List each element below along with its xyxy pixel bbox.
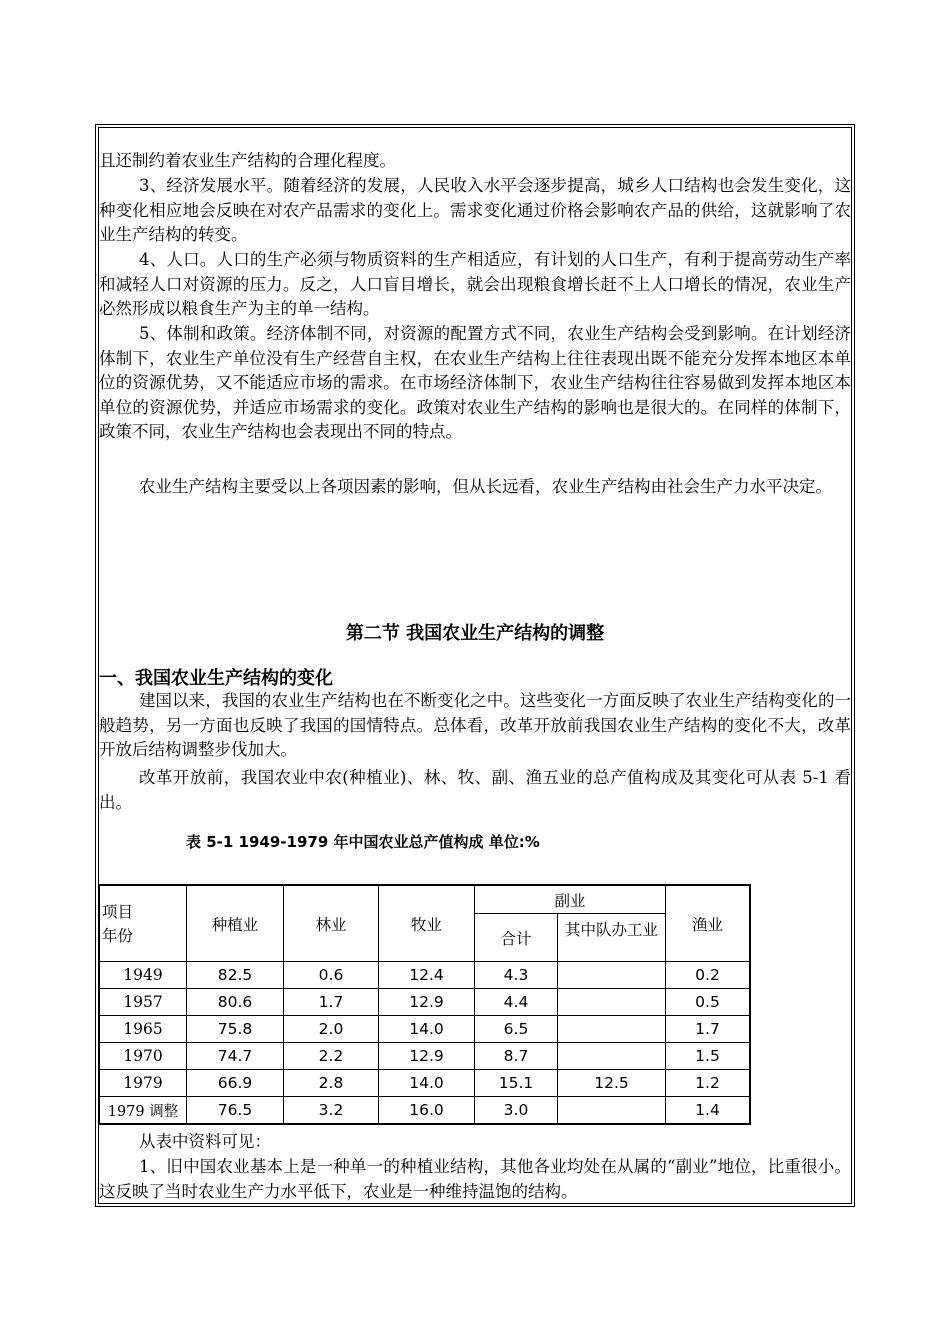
cell-forestry: 2.2: [284, 1043, 379, 1070]
cell-sideline-total: 3.0: [475, 1097, 558, 1124]
cell-sideline-team: [558, 989, 666, 1016]
table-row: [100, 989, 750, 1016]
cell-forestry: 3.2: [284, 1097, 379, 1124]
table-row: [100, 962, 750, 989]
cell-livestock: 12.4: [379, 962, 475, 989]
cell-sideline-team: [558, 1097, 666, 1124]
paragraph-summary: 农业生产结构主要受以上各项因素的影响，但从长远看，农业生产结构由社会生产力水平决定。: [139, 477, 832, 496]
cell-year: 1965: [100, 1016, 187, 1043]
paragraph-observations-intro: 从表中资料可见：: [139, 1132, 271, 1151]
cell-year: 1970: [100, 1043, 187, 1070]
section-title: 第二节 我国农业生产结构的调整: [345, 623, 605, 644]
cell-fishery: 1.5: [666, 1043, 750, 1070]
table-row: [100, 1097, 750, 1124]
table-body: [100, 962, 750, 1124]
header-livestock: 牧业: [379, 886, 475, 962]
cell-crop: 82.5: [187, 962, 284, 989]
paragraph-table-intro: 改革开放前，我国农业中农(种植业)、林、牧、副、渔五业的总产值构成及其变化可从表 5-1 看出。: [99, 768, 851, 812]
table-header-row: [100, 886, 750, 914]
cell-forestry: 1.7: [284, 989, 379, 1016]
cell-fishery: 1.4: [666, 1097, 750, 1124]
subsection-title: 一、我国农业生产结构的变化: [99, 668, 333, 689]
cell-sideline-team: [558, 1043, 666, 1070]
header-year-label: 年份: [102, 926, 134, 945]
paragraph-policy: 5、体制和政策。经济体制不同，对资源的配置方式不同，农业生产结构会受到影响。在计划经济体制下，农业生产单位没有生产经营自主权，在农业生产结构上往往表现出既不能充分发挥本地区本单位的资源优势，又不能适应市场的需求。在市场经济体制下，农业生产结构往往容易做到发挥本地区本单位的资源优势，并适应市场需求的变化。政策对农业生产结构的影响也是很大的。在同样的体制下，政策不同，农业生产结构也会表现出不同的特点。: [99, 324, 851, 441]
cell-sideline-total: 8.7: [475, 1043, 558, 1070]
cell-year: 1949: [100, 962, 187, 989]
output-composition-table: [99, 885, 750, 1124]
header-item-label: 项目: [102, 902, 134, 921]
cell-crop: 80.6: [187, 989, 284, 1016]
cell-year: 1979 调整: [100, 1097, 187, 1124]
cell-forestry: 2.8: [284, 1070, 379, 1097]
cell-sideline-team: [558, 962, 666, 989]
cell-crop: 66.9: [187, 1070, 284, 1097]
paragraph-observation-1: 1、旧中国农业基本上是一种单一的种植业结构，其他各业均处在从属的“副业”地位，比重很小。这反映了当时农业生产力水平低下，农业是一种维持温饱的结构。: [99, 1157, 851, 1201]
cell-crop: 75.8: [187, 1016, 284, 1043]
header-sideline: 副业: [475, 886, 666, 914]
cell-fishery: 0.5: [666, 989, 750, 1016]
header-fishery: 渔业: [666, 886, 750, 962]
paragraph-economy: 3、经济发展水平。随着经济的发展，人民收入水平会逐步提高，城乡人口结构也会发生变化，这种变化相应地会反映在对农产品需求的变化上。需求变化通过价格会影响农产品的供给，这就影响了农业生产结构的转变。: [99, 176, 851, 244]
header-forestry: 林业: [284, 886, 379, 962]
cell-fishery: 0.2: [666, 962, 750, 989]
table-row: [100, 1016, 750, 1043]
paragraph-history: 建国以来，我国的农业生产结构也在不断变化之中。这些变化一方面反映了农业生产结构变化的一般趋势，另一方面也反映了我国的国情特点。总体看，改革开放前我国农业生产结构的变化不大，改革开放后结构调整步伐加大。: [99, 691, 851, 759]
cell-year: 1957: [100, 989, 187, 1016]
table-row: [100, 1070, 750, 1097]
cell-livestock: 16.0: [379, 1097, 475, 1124]
cell-sideline-total: 4.3: [475, 962, 558, 989]
header-crop: 种植业: [187, 886, 284, 962]
cell-crop: 74.7: [187, 1043, 284, 1070]
cell-sideline-total: 6.5: [475, 1016, 558, 1043]
cell-fishery: 1.2: [666, 1070, 750, 1097]
cell-livestock: 12.9: [379, 1043, 475, 1070]
cell-fishery: 1.7: [666, 1016, 750, 1043]
cell-sideline-total: 4.4: [475, 989, 558, 1016]
cell-sideline-team: 12.5: [558, 1070, 666, 1097]
header-item-year: [100, 886, 187, 962]
cell-livestock: 14.0: [379, 1016, 475, 1043]
cell-sideline-team: [558, 1016, 666, 1043]
table-caption: 表 5-1 1949-1979 年中国农业总产值构成 单位:%: [186, 833, 540, 851]
cell-year: 1979: [100, 1070, 187, 1097]
cell-crop: 76.5: [187, 1097, 284, 1124]
cell-livestock: 14.0: [379, 1070, 475, 1097]
cell-sideline-total: 15.1: [475, 1070, 558, 1097]
header-sideline-team: 其中队办工业: [558, 914, 666, 962]
cell-livestock: 12.9: [379, 989, 475, 1016]
cell-forestry: 0.6: [284, 962, 379, 989]
table-row: [100, 1043, 750, 1070]
paragraph-continuation: 且还制约着农业生产结构的合理化程度。: [99, 151, 396, 170]
paragraph-population: 4、人口。人口的生产必须与物质资料的生产相适应，有计划的人口生产，有利于提高劳动生产率和减轻人口对资源的压力。反之，人口盲目增长，就会出现粮食增长赶不上人口增长的情况，农业生产必然形成以粮食生产为主的单一结构。: [99, 250, 851, 318]
header-sideline-total: 合计: [475, 914, 558, 962]
cell-forestry: 2.0: [284, 1016, 379, 1043]
